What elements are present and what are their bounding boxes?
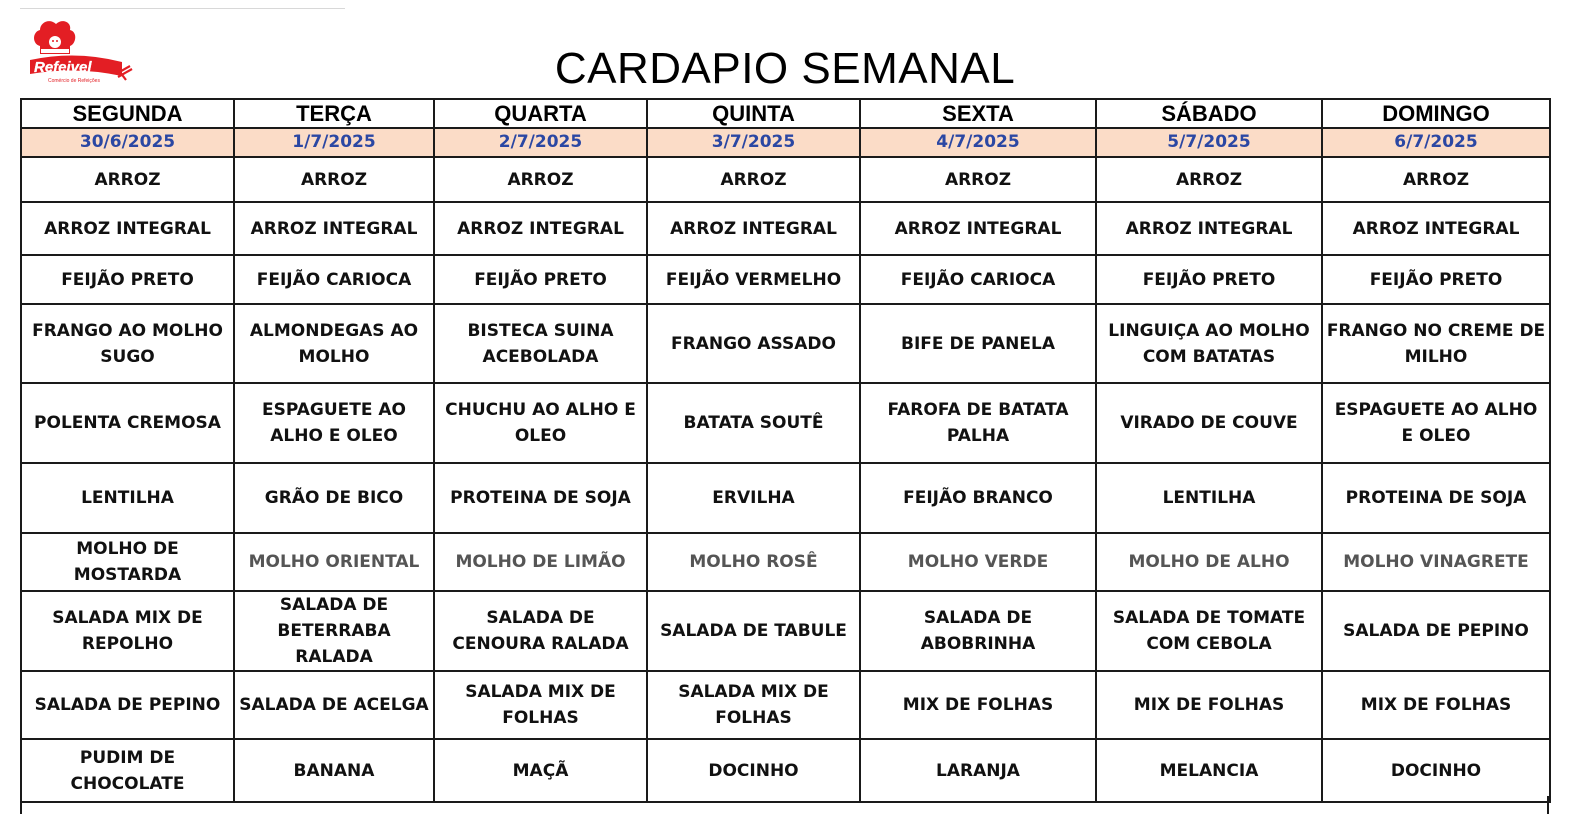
menu-item-cell: POLENTA CREMOSA [21, 383, 234, 463]
date-cell: 4/7/2025 [860, 128, 1096, 157]
menu-item-cell: ARROZ INTEGRAL [1322, 202, 1550, 255]
menu-item-cell: MOLHO DE LIMÃO [434, 533, 647, 591]
page-title: CARDAPIO SEMANAL [554, 44, 1016, 93]
menu-item-cell: ERVILHA [647, 463, 860, 533]
weekly-menu-table [20, 98, 1551, 803]
menu-item-cell: ARROZ INTEGRAL [234, 202, 434, 255]
menu-item-cell: ARROZ INTEGRAL [647, 202, 860, 255]
menu-item-cell: BATATA SOUTÊ [647, 383, 860, 463]
menu-item-cell: ARROZ [860, 157, 1096, 202]
menu-item-cell: FEIJÃO PRETO [1322, 255, 1550, 304]
menu-item-cell: FRANGO AO MOLHO SUGO [21, 304, 234, 383]
day-header: DOMINGO [1322, 99, 1550, 128]
menu-item-cell: CHUCHU AO ALHO E OLEO [434, 383, 647, 463]
menu-row [21, 157, 1550, 202]
menu-item-cell: ESPAGUETE AO ALHO E OLEO [234, 383, 434, 463]
menu-row [21, 533, 1550, 591]
menu-item-cell: FEIJÃO CARIOCA [860, 255, 1096, 304]
menu-item-cell: LENTILHA [21, 463, 234, 533]
menu-item-cell: ARROZ [1322, 157, 1550, 202]
menu-item-cell: PROTEINA DE SOJA [1322, 463, 1550, 533]
menu-item-cell: FAROFA DE BATATA PALHA [860, 383, 1096, 463]
table-footer-border [20, 796, 1549, 814]
svg-text:Refeivel: Refeivel [34, 59, 92, 76]
menu-item-cell: MIX DE FOLHAS [1096, 671, 1322, 739]
menu-item-cell: MELANCIA [1096, 739, 1322, 802]
menu-item-cell: ARROZ [647, 157, 860, 202]
menu-item-cell: SALADA DE TABULE [647, 591, 860, 671]
menu-row [21, 671, 1550, 739]
menu-item-cell: SALADA DE TOMATE COM CEBOLA [1096, 591, 1322, 671]
menu-item-cell: BANANA [234, 739, 434, 802]
menu-item-cell: MIX DE FOLHAS [860, 671, 1096, 739]
menu-item-cell: GRÃO DE BICO [234, 463, 434, 533]
menu-item-cell: BIFE DE PANELA [860, 304, 1096, 383]
menu-item-cell: SALADA DE PEPINO [1322, 591, 1550, 671]
menu-item-cell: LARANJA [860, 739, 1096, 802]
menu-item-cell: DOCINHO [1322, 739, 1550, 802]
menu-row [21, 383, 1550, 463]
day-header: TERÇA [234, 99, 434, 128]
menu-item-cell: SALADA DE ACELGA [234, 671, 434, 739]
day-header: SEGUNDA [21, 99, 234, 128]
menu-item-cell: SALADA MIX DE REPOLHO [21, 591, 234, 671]
menu-item-cell: ARROZ INTEGRAL [860, 202, 1096, 255]
menu-item-cell: SALADA DE ABOBRINHA [860, 591, 1096, 671]
date-row [21, 128, 1550, 157]
menu-item-cell: SALADA DE BETERRABA RALADA [234, 591, 434, 671]
menu-item-cell: MOLHO ROSÊ [647, 533, 860, 591]
menu-row [21, 463, 1550, 533]
menu-item-cell: LENTILHA [1096, 463, 1322, 533]
date-cell: 5/7/2025 [1096, 128, 1322, 157]
svg-text:Comércio de Refeições: Comércio de Refeições [48, 78, 100, 84]
date-cell: 2/7/2025 [434, 128, 647, 157]
menu-item-cell: ARROZ [1096, 157, 1322, 202]
day-header: QUARTA [434, 99, 647, 128]
menu-item-cell: LINGUIÇA AO MOLHO COM BATATAS [1096, 304, 1322, 383]
menu-item-cell: SALADA MIX DE FOLHAS [434, 671, 647, 739]
menu-item-cell: MOLHO DE ALHO [1096, 533, 1322, 591]
menu-item-cell: FRANGO NO CREME DE MILHO [1322, 304, 1550, 383]
menu-item-cell: ESPAGUETE AO ALHO E OLEO [1322, 383, 1550, 463]
date-cell: 3/7/2025 [647, 128, 860, 157]
menu-item-cell: MAÇÃ [434, 739, 647, 802]
menu-item-cell: VIRADO DE COUVE [1096, 383, 1322, 463]
day-header: SÁBADO [1096, 99, 1322, 128]
menu-item-cell: SALADA DE CENOURA RALADA [434, 591, 647, 671]
menu-item-cell: FEIJÃO BRANCO [860, 463, 1096, 533]
day-header: SEXTA [860, 99, 1096, 128]
menu-item-cell: FEIJÃO VERMELHO [647, 255, 860, 304]
menu-item-cell: ARROZ INTEGRAL [1096, 202, 1322, 255]
top-divider [20, 8, 345, 9]
menu-row [21, 255, 1550, 304]
menu-item-cell: ARROZ INTEGRAL [21, 202, 234, 255]
date-cell: 1/7/2025 [234, 128, 434, 157]
menu-item-cell: ARROZ INTEGRAL [434, 202, 647, 255]
menu-item-cell: PUDIM DE CHOCOLATE [21, 739, 234, 802]
menu-item-cell: ARROZ [21, 157, 234, 202]
menu-item-cell: MIX DE FOLHAS [1322, 671, 1550, 739]
menu-item-cell: FEIJÃO PRETO [434, 255, 647, 304]
menu-item-cell: MOLHO ORIENTAL [234, 533, 434, 591]
menu-item-cell: FEIJÃO CARIOCA [234, 255, 434, 304]
menu-item-cell: BISTECA SUINA ACEBOLADA [434, 304, 647, 383]
menu-item-cell: PROTEINA DE SOJA [434, 463, 647, 533]
date-cell: 6/7/2025 [1322, 128, 1550, 157]
menu-item-cell: MOLHO DE MOSTARDA [21, 533, 234, 591]
menu-item-cell: SALADA MIX DE FOLHAS [647, 671, 860, 739]
menu-item-cell: MOLHO VINAGRETE [1322, 533, 1550, 591]
date-cell: 30/6/2025 [21, 128, 234, 157]
menu-item-cell: FEIJÃO PRETO [1096, 255, 1322, 304]
menu-row [21, 591, 1550, 671]
menu-row [21, 202, 1550, 255]
day-header-row [21, 99, 1550, 128]
menu-item-cell: SALADA DE PEPINO [21, 671, 234, 739]
menu-item-cell: ARROZ [434, 157, 647, 202]
menu-item-cell: MOLHO VERDE [860, 533, 1096, 591]
menu-row [21, 739, 1550, 802]
day-header: QUINTA [647, 99, 860, 128]
menu-item-cell: FEIJÃO PRETO [21, 255, 234, 304]
menu-item-cell: DOCINHO [647, 739, 860, 802]
menu-item-cell: ALMONDEGAS AO MOLHO [234, 304, 434, 383]
menu-item-cell: FRANGO ASSADO [647, 304, 860, 383]
menu-row [21, 304, 1550, 383]
menu-item-cell: ARROZ [234, 157, 434, 202]
